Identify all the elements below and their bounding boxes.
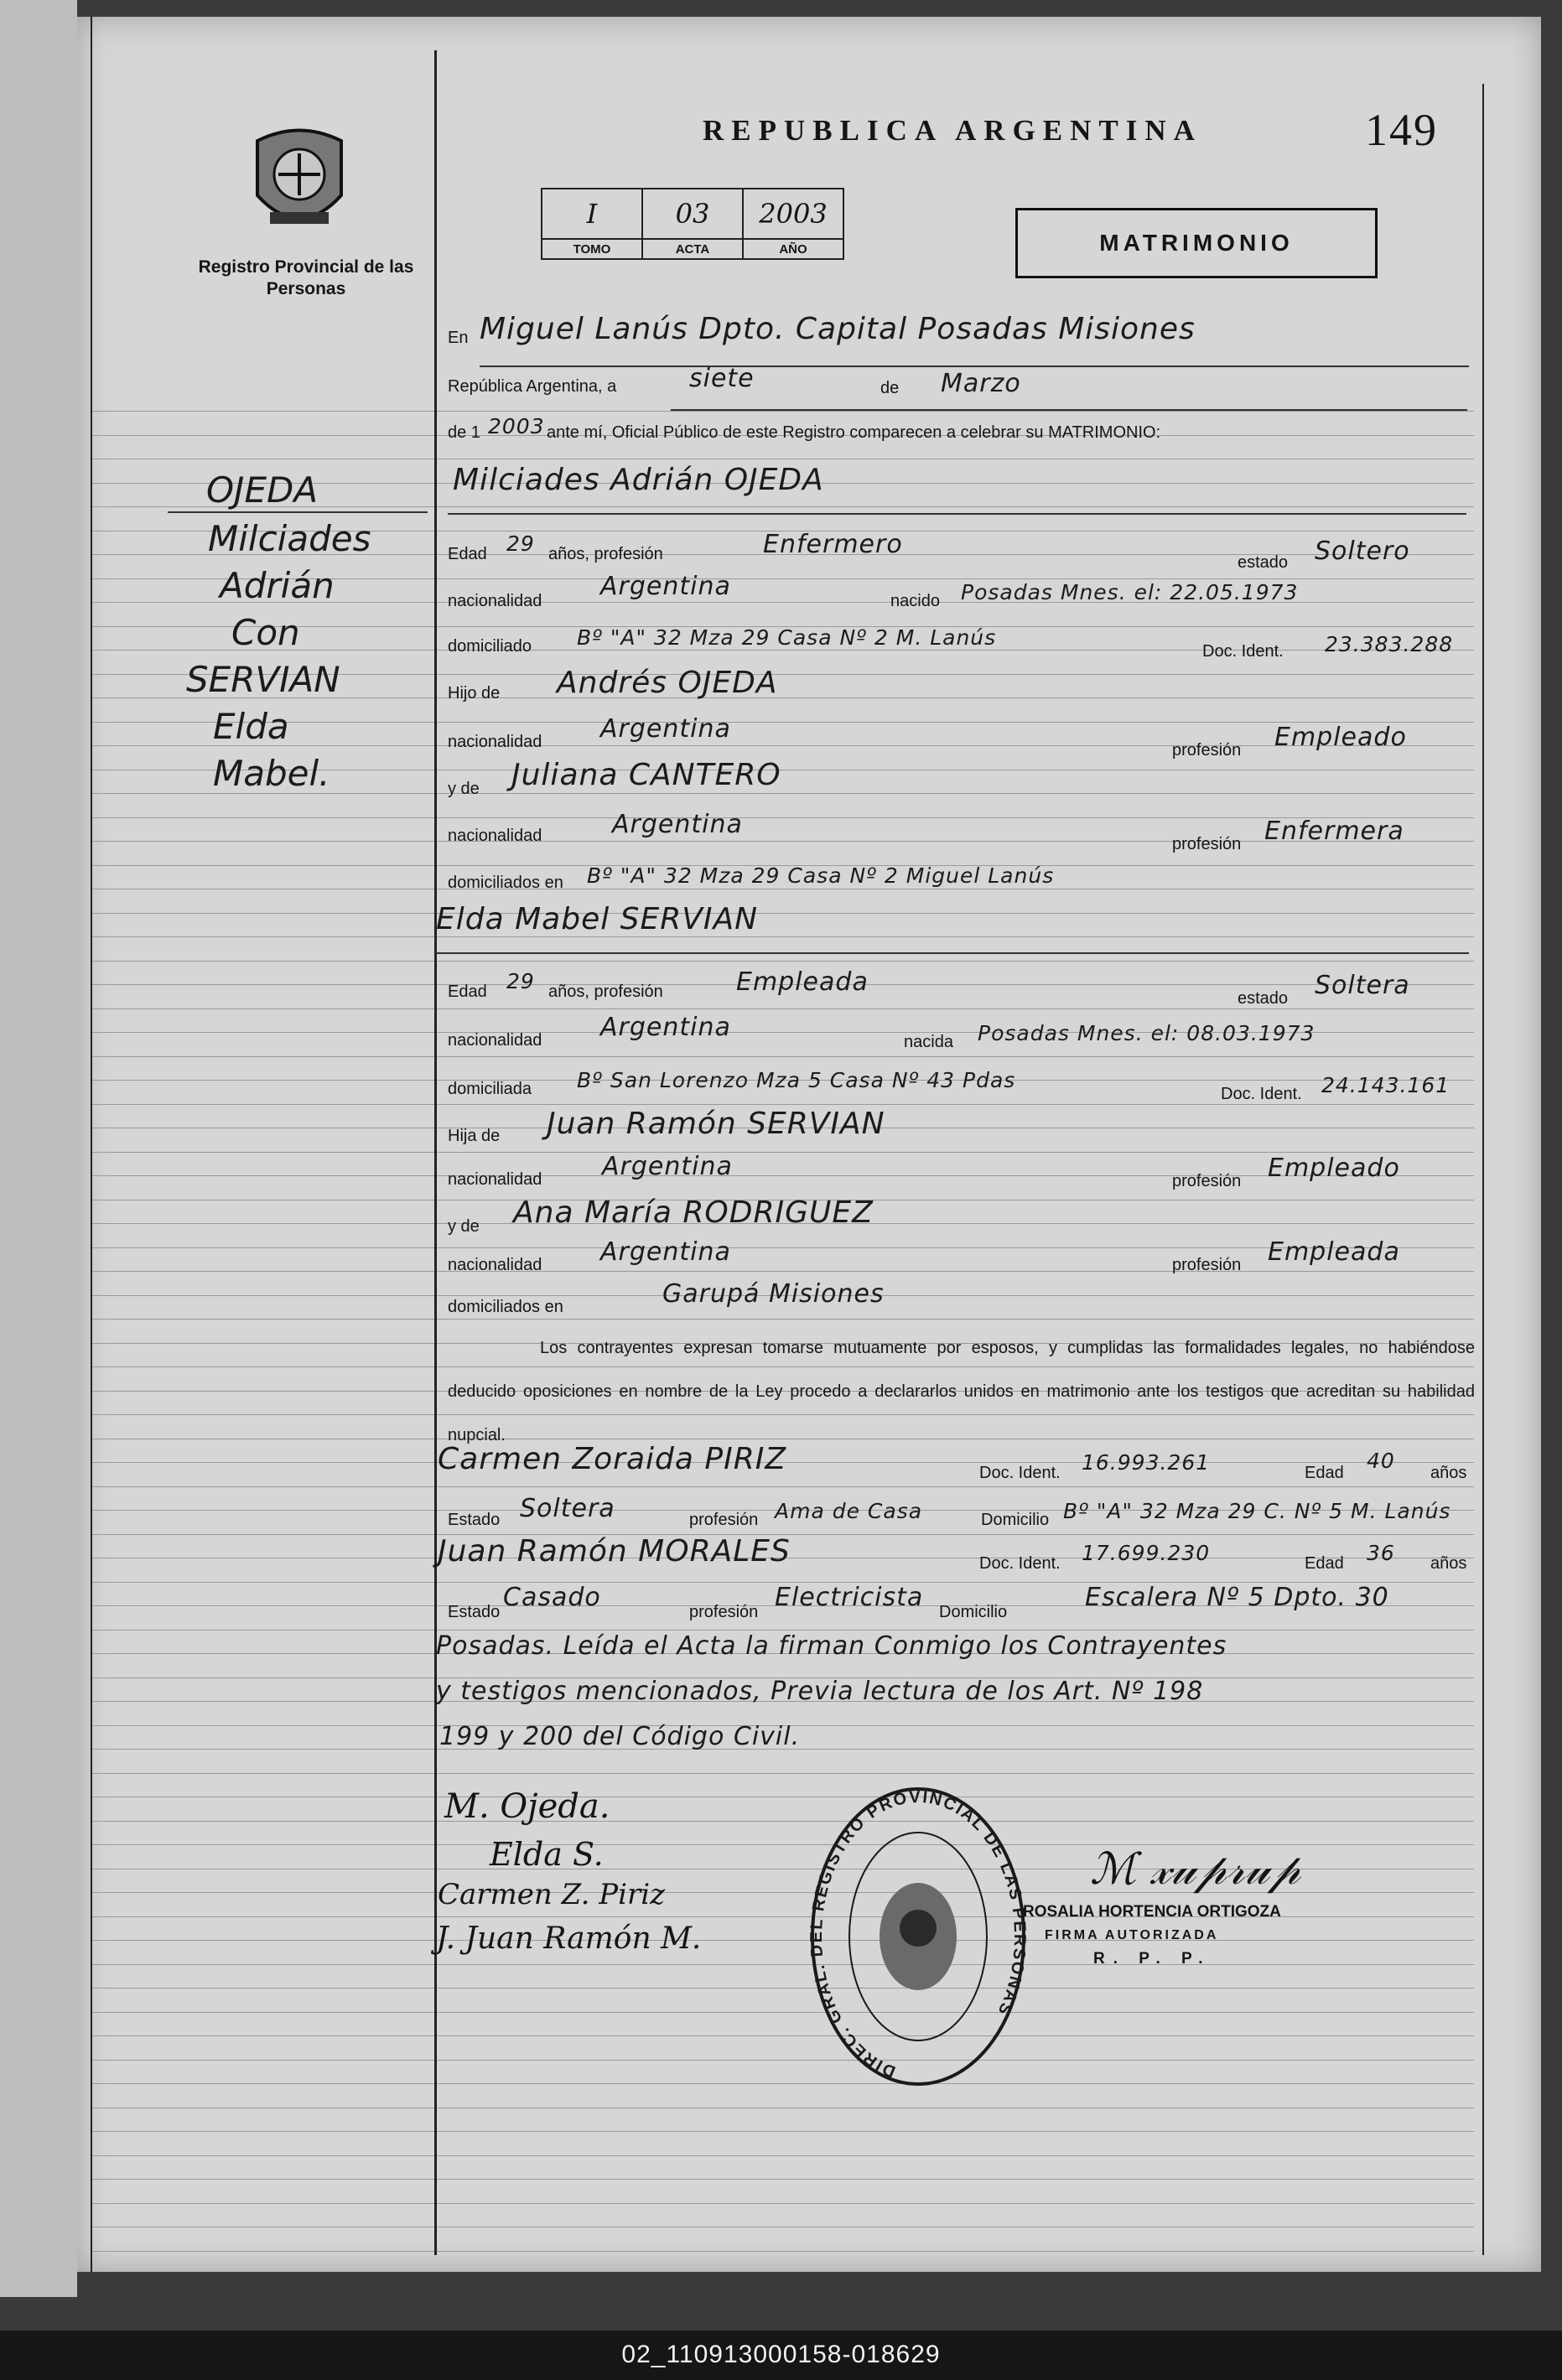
closing-note-line-3: 199 y 200 del Código Civil.: [439, 1722, 801, 1751]
ruled-line: [91, 2035, 1474, 2036]
ruled-line: [91, 1104, 1474, 1105]
ruled-line: [91, 1821, 1474, 1822]
record-type-box: MATRIMONIO: [1015, 208, 1378, 278]
witness-1-doc: 16.993.261: [1082, 1450, 1211, 1475]
country-title: REPUBLICA ARGENTINA: [703, 114, 1202, 147]
month-value: Marzo: [941, 369, 1021, 398]
ruled-line: [91, 913, 1474, 914]
label-nacionalidad-groom: nacionalidad: [448, 592, 542, 610]
bride-father-profession: Empleado: [1268, 1154, 1400, 1183]
bride-nationality: Argentina: [600, 1013, 731, 1042]
ruled-line: [91, 1486, 1474, 1487]
ruled-line: [91, 1175, 1474, 1176]
label-hija-de: Hija de: [448, 1127, 501, 1145]
ruled-line: [91, 1630, 1474, 1631]
bride-name: Elda Mabel SERVIAN: [436, 902, 759, 936]
signature-witness-2: J. Juan Ramón M.: [436, 1921, 702, 1956]
label-nac-bride-father: nacionalidad: [448, 1170, 542, 1189]
ruled-line: [91, 961, 1474, 962]
ruled-line: [91, 745, 1474, 746]
label-nacida: nacida: [904, 1033, 953, 1051]
acta-label: ACTA: [642, 239, 743, 259]
groom-father-nationality: Argentina: [600, 714, 731, 744]
label-nacionalidad-bride: nacionalidad: [448, 1031, 542, 1050]
ruled-line: [91, 1964, 1474, 1965]
label-doc-groom: Doc. Ident.: [1202, 642, 1284, 661]
groom-mother: Juliana CANTERO: [511, 758, 781, 792]
ano-value: 2003: [743, 189, 843, 239]
groom-mother-profession: Enfermera: [1264, 817, 1404, 846]
label-y-de-bride: y de: [448, 1217, 480, 1236]
bride-mother-nationality: Argentina: [600, 1237, 731, 1267]
label-republica: República Argentina, a: [448, 377, 617, 396]
official-office: R. P. P.: [1093, 1950, 1212, 1968]
label-en: En: [448, 329, 469, 347]
groom-address: Bº "A" 32 Mza 29 Casa Nº 2 M. Lanús: [577, 625, 997, 650]
groom-father-profession: Empleado: [1274, 723, 1407, 752]
bride-name-underline: [436, 952, 1469, 954]
groom-profession: Enfermero: [763, 530, 903, 559]
groom-mother-nationality: Argentina: [612, 810, 743, 839]
label-prof-bride-father: profesión: [1172, 1172, 1242, 1190]
label-domiciliada: domiciliada: [448, 1080, 532, 1098]
bride-mother-profession: Empleada: [1268, 1237, 1400, 1267]
acta-value: 03: [642, 189, 743, 239]
ruled-line: [91, 411, 1474, 412]
groom-birth: Posadas Mnes. el: 22.05.1973: [961, 580, 1299, 604]
label-profesion-groom: años, profesión: [548, 545, 663, 563]
left-border-line: [91, 17, 92, 2272]
ruled-line: [91, 2155, 1474, 2156]
witness-1-name: Carmen Zoraida PIRIZ: [438, 1442, 786, 1476]
ruled-line: [91, 1247, 1474, 1248]
label-nac-bride-mother: nacionalidad: [448, 1256, 542, 1274]
ruled-line: [91, 1056, 1474, 1057]
declaration-paragraph: Los contrayentes expresan tomarse mutuamente por esposos, y cumplidas las formalidades legales, no habiéndose deducido oposiciones en nombre de la Ley procedo a declararlos unidos en matrimonio ante los testigos que acreditan su habilidad nupcial.: [448, 1339, 1475, 1444]
label-edad-groom: Edad: [448, 545, 487, 563]
signature-witness-1: Carmen Z. Piriz: [438, 1878, 666, 1911]
ruled-line: [91, 2179, 1474, 2180]
witness-2-address: Escalera Nº 5 Dpto. 30: [1085, 1583, 1389, 1612]
groom-father: Andrés OJEDA: [557, 666, 778, 700]
witness-1-address: Bº "A" 32 Mza 29 C. Nº 5 M. Lanús: [1063, 1499, 1451, 1523]
bride-address: Bº San Lorenzo Mza 5 Casa Nº 43 Pdas: [577, 1068, 1016, 1092]
ruled-line: [91, 2203, 1474, 2204]
margin-underline: [168, 511, 428, 513]
scan-id-bar: [0, 2331, 1562, 2380]
label-y-de-groom: y de: [448, 780, 480, 798]
bride-age: 29: [506, 969, 535, 993]
groom-nationality: Argentina: [600, 572, 731, 601]
page-number: 149: [1365, 105, 1438, 155]
margin-line-4: Con: [231, 612, 300, 653]
ruled-line: [91, 1940, 1474, 1941]
ruled-line: [91, 1152, 1474, 1153]
label-doc-bride: Doc. Ident.: [1221, 1085, 1302, 1103]
label-estado-w2: Estado: [448, 1603, 501, 1621]
label-de-month: de: [880, 379, 900, 397]
label-domiciliados-bride: domiciliados en: [448, 1298, 563, 1316]
margin-line-6: Elda: [213, 706, 289, 747]
groom-parents-address: Bº "A" 32 Mza 29 Casa Nº 2 Miguel Lanús: [587, 863, 1055, 888]
bride-father-nationality: Argentina: [602, 1152, 733, 1181]
ruled-line: [91, 2012, 1474, 2013]
bride-doc: 24.143.161: [1321, 1073, 1450, 1097]
label-edad-w2: Edad: [1305, 1554, 1344, 1573]
witness-2-doc: 17.699.230: [1082, 1541, 1211, 1565]
label-ante: ante mí, Oficial Público de este Registro comparecen a celebrar su MATRIMONIO:: [547, 423, 1161, 442]
margin-line-5: SERVIAN: [186, 659, 340, 700]
label-prof-w1: profesión: [689, 1511, 759, 1529]
witness-1-status: Soltera: [520, 1494, 615, 1523]
day-value: siete: [689, 364, 755, 393]
label-profesion-bride: años, profesión: [548, 983, 663, 1001]
margin-line-7: Mabel.: [213, 753, 330, 794]
official-role: FIRMA AUTORIZADA: [1045, 1928, 1219, 1942]
bride-parents-address: Garupá Misiones: [662, 1279, 885, 1309]
groom-name: Milciades Adrián OJEDA: [453, 463, 824, 497]
label-domiciliado: domiciliado: [448, 637, 532, 656]
ruled-line: [91, 1319, 1474, 1320]
closing-note-line-1: Posadas. Leída el Acta la firman Conmigo los Contrayentes: [436, 1631, 1227, 1661]
label-hijo-de: Hijo de: [448, 684, 501, 703]
province-coat-of-arms-icon: [245, 124, 354, 241]
witness-2-age: 36: [1367, 1541, 1395, 1565]
label-de-year: de 1: [448, 423, 480, 442]
label-domiciliados-groom: domiciliados en: [448, 874, 563, 892]
label-estado-groom: estado: [1238, 553, 1289, 572]
ruled-line: [91, 2083, 1474, 2084]
ruled-line: [91, 2131, 1474, 2132]
tomo-value: I: [542, 189, 642, 239]
right-border-line: [1482, 84, 1484, 2255]
label-doc-w2: Doc. Ident.: [979, 1554, 1061, 1573]
label-anos-w1: años: [1430, 1464, 1467, 1482]
label-nacido: nacido: [890, 592, 940, 610]
label-estado-bride: estado: [1238, 989, 1289, 1008]
bride-birth: Posadas Mnes. el: 08.03.1973: [978, 1021, 1316, 1045]
margin-line-3: Adrián: [220, 565, 335, 606]
scan-id: 02_110913000158-018629: [621, 2341, 941, 2368]
official-seal-stamp: [805, 1781, 1031, 2100]
witness-2-status: Casado: [503, 1583, 601, 1612]
tomo-label: TOMO: [542, 239, 642, 259]
witness-1-age: 40: [1367, 1449, 1395, 1473]
label-prof-groom-father: profesión: [1172, 741, 1242, 760]
label-prof-w2: profesión: [689, 1603, 759, 1621]
groom-status: Soltero: [1315, 537, 1410, 566]
label-nac-groom-father: nacionalidad: [448, 733, 542, 751]
margin-line-2: Milciades: [208, 518, 371, 559]
bride-father: Juan Ramón SERVIAN: [547, 1107, 885, 1141]
label-estado-w1: Estado: [448, 1511, 501, 1529]
label-nac-groom-mother: nacionalidad: [448, 827, 542, 845]
label-edad-w1: Edad: [1305, 1464, 1344, 1482]
bride-profession: Empleada: [736, 967, 869, 997]
date-underline: [671, 409, 1467, 411]
year-value: 2003: [488, 414, 545, 438]
witness-1-profession: Ama de Casa: [775, 1499, 923, 1523]
ruled-line: [91, 2251, 1474, 2252]
groom-name-underline: [448, 513, 1466, 515]
margin-surname: OJEDA: [206, 469, 319, 511]
label-prof-groom-mother: profesión: [1172, 835, 1242, 853]
ruled-line: [91, 936, 1474, 937]
ruled-line: [91, 722, 1474, 723]
witness-2-profession: Electricista: [775, 1583, 924, 1612]
label-doc-w1: Doc. Ident.: [979, 1464, 1061, 1482]
closing-note-line-2: y testigos mencionados, Previa lectura de los Art. Nº 198: [436, 1677, 1204, 1706]
place-value: Miguel Lanús Dpto. Capital Posadas Misiones: [480, 312, 1196, 346]
ruled-line: [91, 1271, 1474, 1272]
ruled-line: [91, 2060, 1474, 2061]
ano-label: AÑO: [743, 239, 843, 259]
signature-bride: Elda S.: [490, 1836, 604, 1873]
bride-mother: Ana María RODRIGUEZ: [513, 1195, 874, 1230]
label-edad-bride: Edad: [448, 983, 487, 1001]
ruled-line: [91, 1988, 1474, 1989]
official-signature: ℳ 𝓍𝓊𝓅𝓇𝓊𝓅: [1090, 1844, 1301, 1895]
place-underline: [480, 366, 1469, 367]
label-anos-w2: años: [1430, 1554, 1467, 1573]
label-prof-bride-mother: profesión: [1172, 1256, 1242, 1274]
label-domicilio-w2: Domicilio: [939, 1603, 1008, 1621]
facing-page-edge: [0, 0, 77, 2297]
groom-doc: 23.383.288: [1325, 632, 1454, 656]
bride-status: Soltera: [1315, 971, 1410, 1000]
label-domicilio-w1: Domicilio: [981, 1511, 1050, 1529]
stamp-text: DIREC. GRAL. DEL REGISTRO PROVINCIAL DE LAS PERSONAS: [807, 1787, 1030, 2082]
reference-table: [541, 188, 844, 260]
groom-age: 29: [506, 531, 535, 556]
ruled-line: [91, 1773, 1474, 1774]
official-name: ROSALIA HORTENCIA ORTIGOZA: [1023, 1903, 1281, 1921]
signature-groom: M. Ojeda.: [444, 1787, 610, 1826]
witness-2-name: Juan Ramón MORALES: [438, 1534, 791, 1569]
registry-name: Registro Provincial de las Personas: [198, 257, 414, 298]
